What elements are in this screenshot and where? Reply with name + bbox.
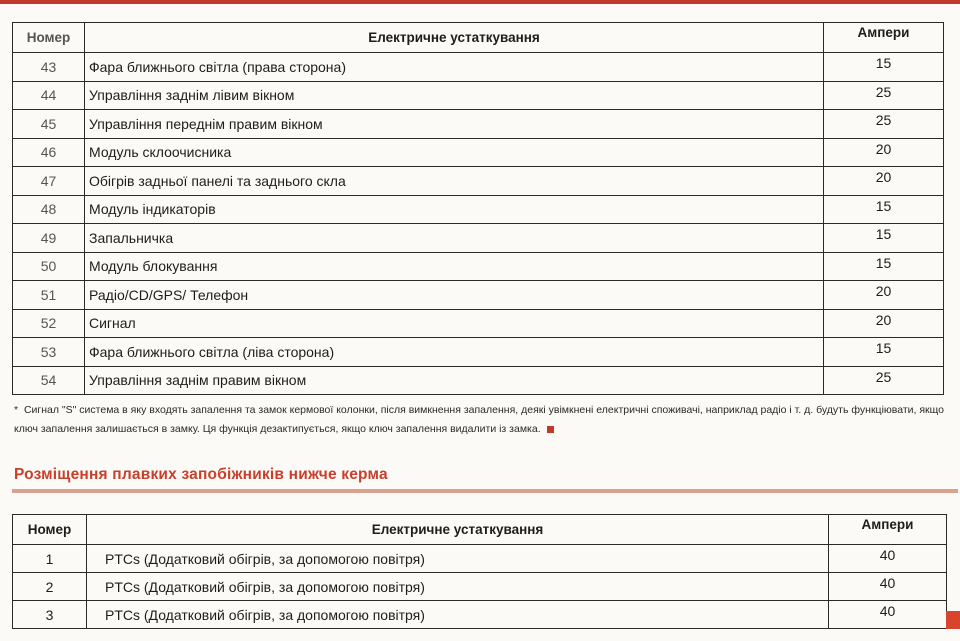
table-row (13, 366, 944, 395)
fuse-number: 46 (13, 138, 85, 167)
fuse-amps: 40 (829, 601, 947, 629)
fuse-equipment: PTCs (Додатковий обігрів, за допомогою повітря) (87, 601, 829, 629)
fuse-number: 3 (13, 601, 87, 629)
page-edge-tab (946, 611, 960, 629)
table-row (13, 573, 947, 601)
table-header-row (13, 515, 947, 545)
header-number: Номер (13, 515, 87, 545)
fuse-number: 50 (13, 252, 85, 281)
table-header-row (13, 23, 944, 53)
table-row (13, 110, 944, 139)
table-row (13, 545, 947, 573)
header-number: Номер (13, 23, 85, 53)
fuse-number: 53 (13, 338, 85, 367)
header-amps: Ампери (824, 23, 944, 53)
header-amps: Ампери (829, 515, 947, 545)
fuse-number: 1 (13, 545, 87, 573)
table-row (13, 167, 944, 196)
section-heading: Розміщення плавких запобіжників нижче керма (14, 466, 388, 483)
table-row (13, 338, 944, 367)
fuse-amps: 20 (824, 167, 944, 196)
fuse-number: 52 (13, 309, 85, 338)
fuse-table-below-steering (12, 514, 947, 629)
header-equipment: Електричне устаткування (87, 515, 829, 545)
fuse-number: 43 (13, 53, 85, 82)
header-equipment: Електричне устаткування (85, 23, 824, 53)
top-red-rule (0, 0, 960, 4)
end-mark-icon (547, 426, 554, 433)
fuse-number: 45 (13, 110, 85, 139)
fuse-table-main (12, 22, 944, 395)
fuse-equipment: Управління заднім лівим вікном (85, 81, 824, 110)
fuse-amps: 20 (824, 281, 944, 310)
fuse-number: 44 (13, 81, 85, 110)
fuse-equipment: Сигнал (85, 309, 824, 338)
fuse-amps: 40 (829, 573, 947, 601)
fuse-equipment: Модуль склоочисника (85, 138, 824, 167)
table-row (13, 281, 944, 310)
fuse-number: 47 (13, 167, 85, 196)
fuse-amps: 15 (824, 338, 944, 367)
fuse-number: 51 (13, 281, 85, 310)
table-row (13, 53, 944, 82)
fuse-amps: 25 (824, 81, 944, 110)
fuse-equipment: Модуль індикаторів (85, 195, 824, 224)
fuse-amps: 15 (824, 224, 944, 253)
fuse-equipment: Модуль блокування (85, 252, 824, 281)
table-row (13, 195, 944, 224)
fuse-number: 54 (13, 366, 85, 395)
table-row (13, 252, 944, 281)
table-row (13, 601, 947, 629)
footnote-text: Сигнал "S" система в яку входять запалення та замок кермової колонки, після вимкнення запалення, деякі увімкнені електричні споживачі, наприклад радіо і т. д. будуть функціювати, якщо ключ запалення залишається в замку. Ця функція дезактипується, якщо ключ запалення видалити із замка. (14, 404, 944, 435)
section-rule (12, 489, 958, 493)
fuse-equipment: Управління переднім правим вікном (85, 110, 824, 139)
footnote (14, 401, 944, 439)
fuse-amps: 20 (824, 138, 944, 167)
fuse-amps: 15 (824, 53, 944, 82)
fuse-amps: 40 (829, 545, 947, 573)
fuse-equipment: Управління заднім правим вікном (85, 366, 824, 395)
table-row (13, 81, 944, 110)
fuse-equipment: Обігрів задньої панелі та заднього скла (85, 167, 824, 196)
table-row (13, 224, 944, 253)
fuse-number: 48 (13, 195, 85, 224)
fuse-equipment: Запальничка (85, 224, 824, 253)
fuse-amps: 25 (824, 110, 944, 139)
fuse-number: 2 (13, 573, 87, 601)
table-row (13, 138, 944, 167)
fuse-amps: 20 (824, 309, 944, 338)
fuse-number: 49 (13, 224, 85, 253)
fuse-equipment: PTCs (Додатковий обігрів, за допомогою повітря) (87, 573, 829, 601)
fuse-equipment: PTCs (Додатковий обігрів, за допомогою повітря) (87, 545, 829, 573)
fuse-equipment: Фара ближнього світла (права сторона) (85, 53, 824, 82)
fuse-amps: 15 (824, 195, 944, 224)
fuse-amps: 15 (824, 252, 944, 281)
fuse-amps: 25 (824, 366, 944, 395)
table-row (13, 309, 944, 338)
fuse-equipment: Радіо/CD/GPS/ Телефон (85, 281, 824, 310)
footnote-marker: * (14, 404, 19, 416)
fuse-equipment: Фара ближнього світла (ліва сторона) (85, 338, 824, 367)
